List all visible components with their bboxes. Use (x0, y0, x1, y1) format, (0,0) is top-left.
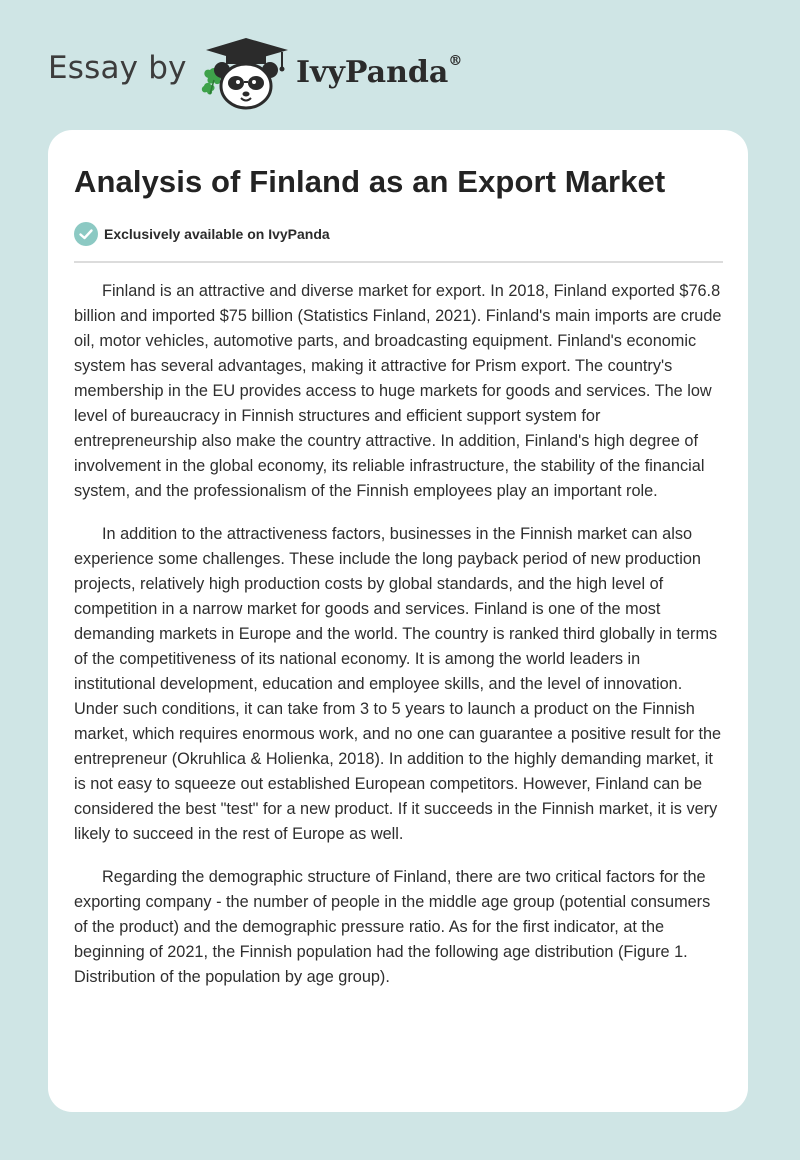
site-header (0, 0, 800, 130)
essay-body (74, 279, 726, 1008)
page-title: Analysis of Finland as an Export Market (74, 164, 666, 199)
panda-graduate-icon[interactable] (200, 34, 292, 112)
essay-card (48, 130, 748, 1112)
exclusive-badge-text: Exclusively available on IvyPanda (104, 226, 330, 242)
registered-mark: ® (448, 53, 463, 69)
paragraph: Regarding the demographic structure of Finland, there are two critical factors for the exporting company - the number of people in the middle age group (potential consumers of the product) and the demographic pressure ratio. As for the first indicator, at the beginning of 2021, the Finnish population had the following age distribution (Figure 1. Distribution of the population by age group). (74, 868, 711, 986)
title-divider (74, 261, 723, 263)
brand-logo-text[interactable] (296, 55, 462, 90)
brand-name: IvyPanda (296, 55, 449, 90)
essay-by-label: Essay by (48, 50, 187, 86)
paragraph: In addition to the attractiveness factors, businesses in the Finnish market can also experience some challenges. These include the long payback period of new production projects, relatively high production costs by global standards, and the high level of competition in a narrow market for goods and services. Finland is one of the most demanding markets in Europe and the world. The country is ranked third globally in terms of the competitiveness of its national economy. It is among the world leaders in institutional development, education and employee skills, and the level of innovation. Under such conditions, it can take from 3 to 5 years to launch a product on the Finnish market, which requires enormous work, and no one can guarantee a positive result for the entrepreneur (Okruhlica & Holienka, 2018). In addition to the highly demanding market, it is not easy to squeeze out established European competitors. However, Finland can be considered the best "test" for a new product. If it succeeds in the Finnish market, it is very likely to succeed in the rest of Europe as well. (74, 525, 722, 843)
exclusive-badge (74, 222, 330, 246)
checkmark-circle-icon (74, 222, 98, 246)
paragraph: Finland is an attractive and diverse market for export. In 2018, Finland exported $76.8 billion and imported $75 billion (Statistics Finland, 2021). Finland's main imports are crude oil, motor vehicles, automotive parts, and broadcasting equipment. Finland's economic system has several advantages, making it attractive for Prism export. The country's membership in the EU provides access to huge markets for goods and services. The low level of bureaucracy in Finnish structures and efficient support system for entrepreneurship also make the country attractive. In addition, Finland's high degree of involvement in the global economy, its reliable infrastructure, the stability of the financial system, and the professionalism of the Finnish employees play an important role. (74, 282, 722, 500)
